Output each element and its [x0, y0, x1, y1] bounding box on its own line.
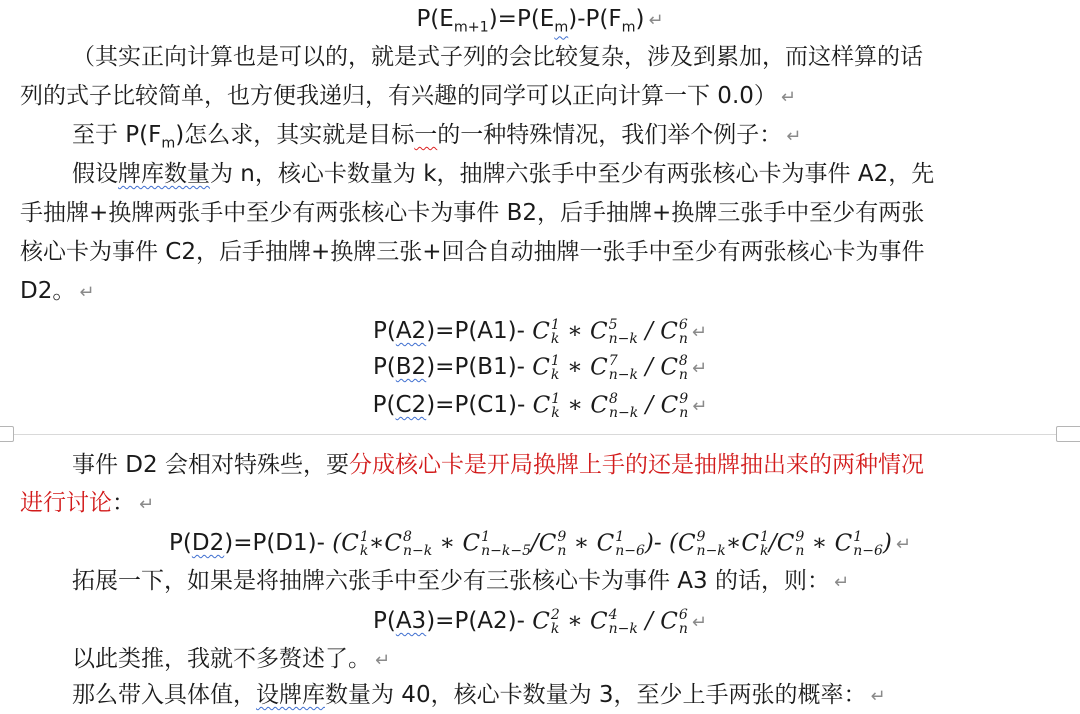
binomial-term: C 9 n — [538, 528, 567, 559]
formula-event: C2 — [395, 392, 427, 418]
return-icon: ↵ — [780, 87, 796, 108]
formula-sub: m — [161, 135, 176, 152]
return-icon: ↵ — [692, 396, 708, 417]
binomial-term: C 8 n — [660, 352, 688, 383]
formula-text: P( — [372, 608, 396, 634]
return-icon: ↵ — [79, 282, 95, 303]
formula-text: ) — [635, 6, 645, 32]
binomial-term: C 1 k — [532, 316, 560, 347]
paragraph-text: 为 n，核心卡数量为 k，抽牌六张手中至少有两张核心卡为事件 A2，先 — [210, 161, 935, 187]
page-corner-marker — [1056, 426, 1080, 442]
binomial-term: C 9 n−k — [677, 528, 726, 559]
formula-text: P( — [372, 318, 396, 344]
formula-text: )=P(E — [488, 6, 555, 32]
binomial-term: C 4 n−k — [590, 606, 638, 637]
paragraph-text: 列的式子比较简单，也方便我递归，有兴趣的同学可以正向计算一下 0.0） — [20, 83, 777, 109]
binomial-term: C 1 k — [532, 352, 560, 383]
formula-text: )-P(F — [568, 6, 622, 32]
paragraph-text: 至于 P(F — [72, 122, 162, 148]
return-icon: ↵ — [870, 686, 886, 707]
return-icon: ↵ — [139, 494, 155, 515]
paragraph-text: 假设 — [72, 161, 118, 187]
paragraph-line — [0, 157, 1080, 191]
paragraph-line — [0, 274, 1080, 310]
binomial-term: C 1 n−6 — [596, 528, 645, 559]
paragraph-text: )怎么求，其实就是目标 — [175, 122, 415, 148]
paragraph-line — [0, 79, 1080, 115]
binomial-term: C 1 n−k−5 — [462, 528, 531, 559]
page-corner-marker — [0, 426, 14, 442]
formula-text: )=P(A2)- — [426, 608, 533, 634]
binomial-term: C 6 n — [660, 606, 688, 637]
paragraph-text: D2。 — [20, 278, 76, 304]
paragraph-line — [0, 564, 1080, 600]
formula-c2: P(C2)=P(C1)- C 1 k ∗ C 8 n−k / C 9 n ↵ — [372, 390, 708, 421]
highlighted-text: 分成核心卡是开局换牌上手的还是抽牌抽出来的两种情况 — [348, 452, 924, 478]
page-break-divider — [0, 434, 1080, 435]
spellcheck-word: 设牌库 — [256, 682, 325, 708]
binomial-term: C 9 n — [660, 390, 689, 421]
return-icon: ↵ — [786, 126, 802, 147]
formula-text: P( — [169, 530, 192, 556]
formula-event: A3 — [395, 608, 427, 634]
return-icon: ↵ — [691, 612, 707, 633]
binomial-term: C 5 n−k — [590, 316, 638, 347]
paragraph-line — [0, 486, 1080, 522]
binomial-term: C 1 k — [532, 390, 561, 421]
paragraph-line — [0, 40, 1080, 74]
return-icon: ↵ — [895, 534, 911, 555]
paragraph-text: 数量为 40，核心卡数量为 3，至少上手两张的概率： — [325, 682, 867, 708]
paragraph-line — [0, 196, 1080, 230]
binomial-term: C 1 k — [341, 528, 369, 559]
binomial-term: C 9 n — [776, 528, 805, 559]
return-icon: ↵ — [691, 358, 708, 379]
formula-text: )=P(C1)- — [426, 392, 533, 418]
binomial-term: C 7 n−k — [590, 352, 638, 383]
paragraph-text: 拓展一下，如果是将抽牌六张手中至少有三张核心卡为事件 A3 的话，则： — [72, 568, 830, 594]
binomial-term: C 1 k — [741, 528, 769, 559]
paragraph-line — [0, 235, 1080, 269]
paragraph-line — [0, 642, 1080, 678]
paragraph-line — [0, 448, 1080, 482]
paragraph-text: 那么带入具体值， — [72, 682, 256, 708]
paragraph-text: 核心卡为事件 C2，后手抽牌+换牌三张+回合自动抽牌一张手中至少有两张核心卡为事件 — [20, 239, 925, 265]
paragraph-text: 以此类推，我就不多赘述了。 — [72, 646, 371, 672]
formula-event: A2 — [395, 318, 427, 344]
formula-d2: P(D2)=P(D1)- (C 1 k ∗C 8 n−k ∗ C 1 n−k−5 /C 9 n ∗ C 1 n−6 )- (C 9 n−k ∗C 1 k /C 9 n ∗ C 1 n−6 ) ↵ — [169, 528, 911, 559]
return-icon: ↵ — [375, 650, 391, 671]
paragraph-text: 手抽牌+换牌两张手中至少有两张核心卡为事件 B2，后手抽牌+换牌三张手中至少有两张 — [20, 200, 925, 226]
paragraph-line — [0, 678, 1080, 714]
highlighted-text: 进行讨论 — [20, 490, 112, 516]
binomial-term: C 2 k — [532, 606, 560, 637]
return-icon: ↵ — [834, 572, 850, 593]
paragraph-text: 事件 D2 会相对特殊些，要 — [72, 452, 349, 478]
formula-event: B2 — [395, 354, 427, 380]
return-icon: ↵ — [648, 10, 664, 31]
formula-sub: m — [554, 19, 569, 36]
formula-sub: m+1 — [453, 19, 489, 36]
formula-sub: m — [621, 19, 636, 36]
formula-text: )=P(A1)- — [426, 318, 533, 344]
paragraph-text: ： — [112, 490, 135, 516]
formula-a3: P(A3)=P(A2)- C 2 k ∗ C 4 n−k / C 6 n ↵ — [372, 606, 707, 637]
formula-event: D2 — [191, 530, 225, 556]
formula-text: )=P(D1)- — [224, 530, 333, 556]
return-icon: ↵ — [691, 322, 707, 343]
formula-text: P( — [372, 354, 396, 380]
formula-text: P(E — [416, 6, 454, 32]
formula-a2: P(A2)=P(A1)- C 1 k ∗ C 5 n−k / C 6 n ↵ — [372, 316, 707, 347]
formula-text: P( — [372, 392, 396, 418]
binomial-term: C 6 n — [660, 316, 688, 347]
formula-b2: P(B2)=P(B1)- C 1 k ∗ C 7 n−k / C 8 n ↵ — [372, 352, 708, 383]
spellcheck-word: 一 — [414, 122, 438, 148]
paragraph-text: （其实正向计算也是可以的，就是式子列的会比较复杂，涉及到累加，而这样算的话 — [72, 44, 923, 70]
spellcheck-word: 牌库数量 — [118, 161, 210, 187]
binomial-term: C 8 n−k — [590, 390, 639, 421]
binomial-term: C 8 n−k — [384, 528, 433, 559]
binomial-term: C 1 n−6 — [834, 528, 883, 559]
paragraph-text: 的一种特殊情况，我们举个例子： — [437, 122, 783, 148]
paragraph-line — [0, 118, 1080, 161]
formula-recurrence — [0, 2, 1080, 45]
formula-text: )=P(B1)- — [426, 354, 533, 380]
